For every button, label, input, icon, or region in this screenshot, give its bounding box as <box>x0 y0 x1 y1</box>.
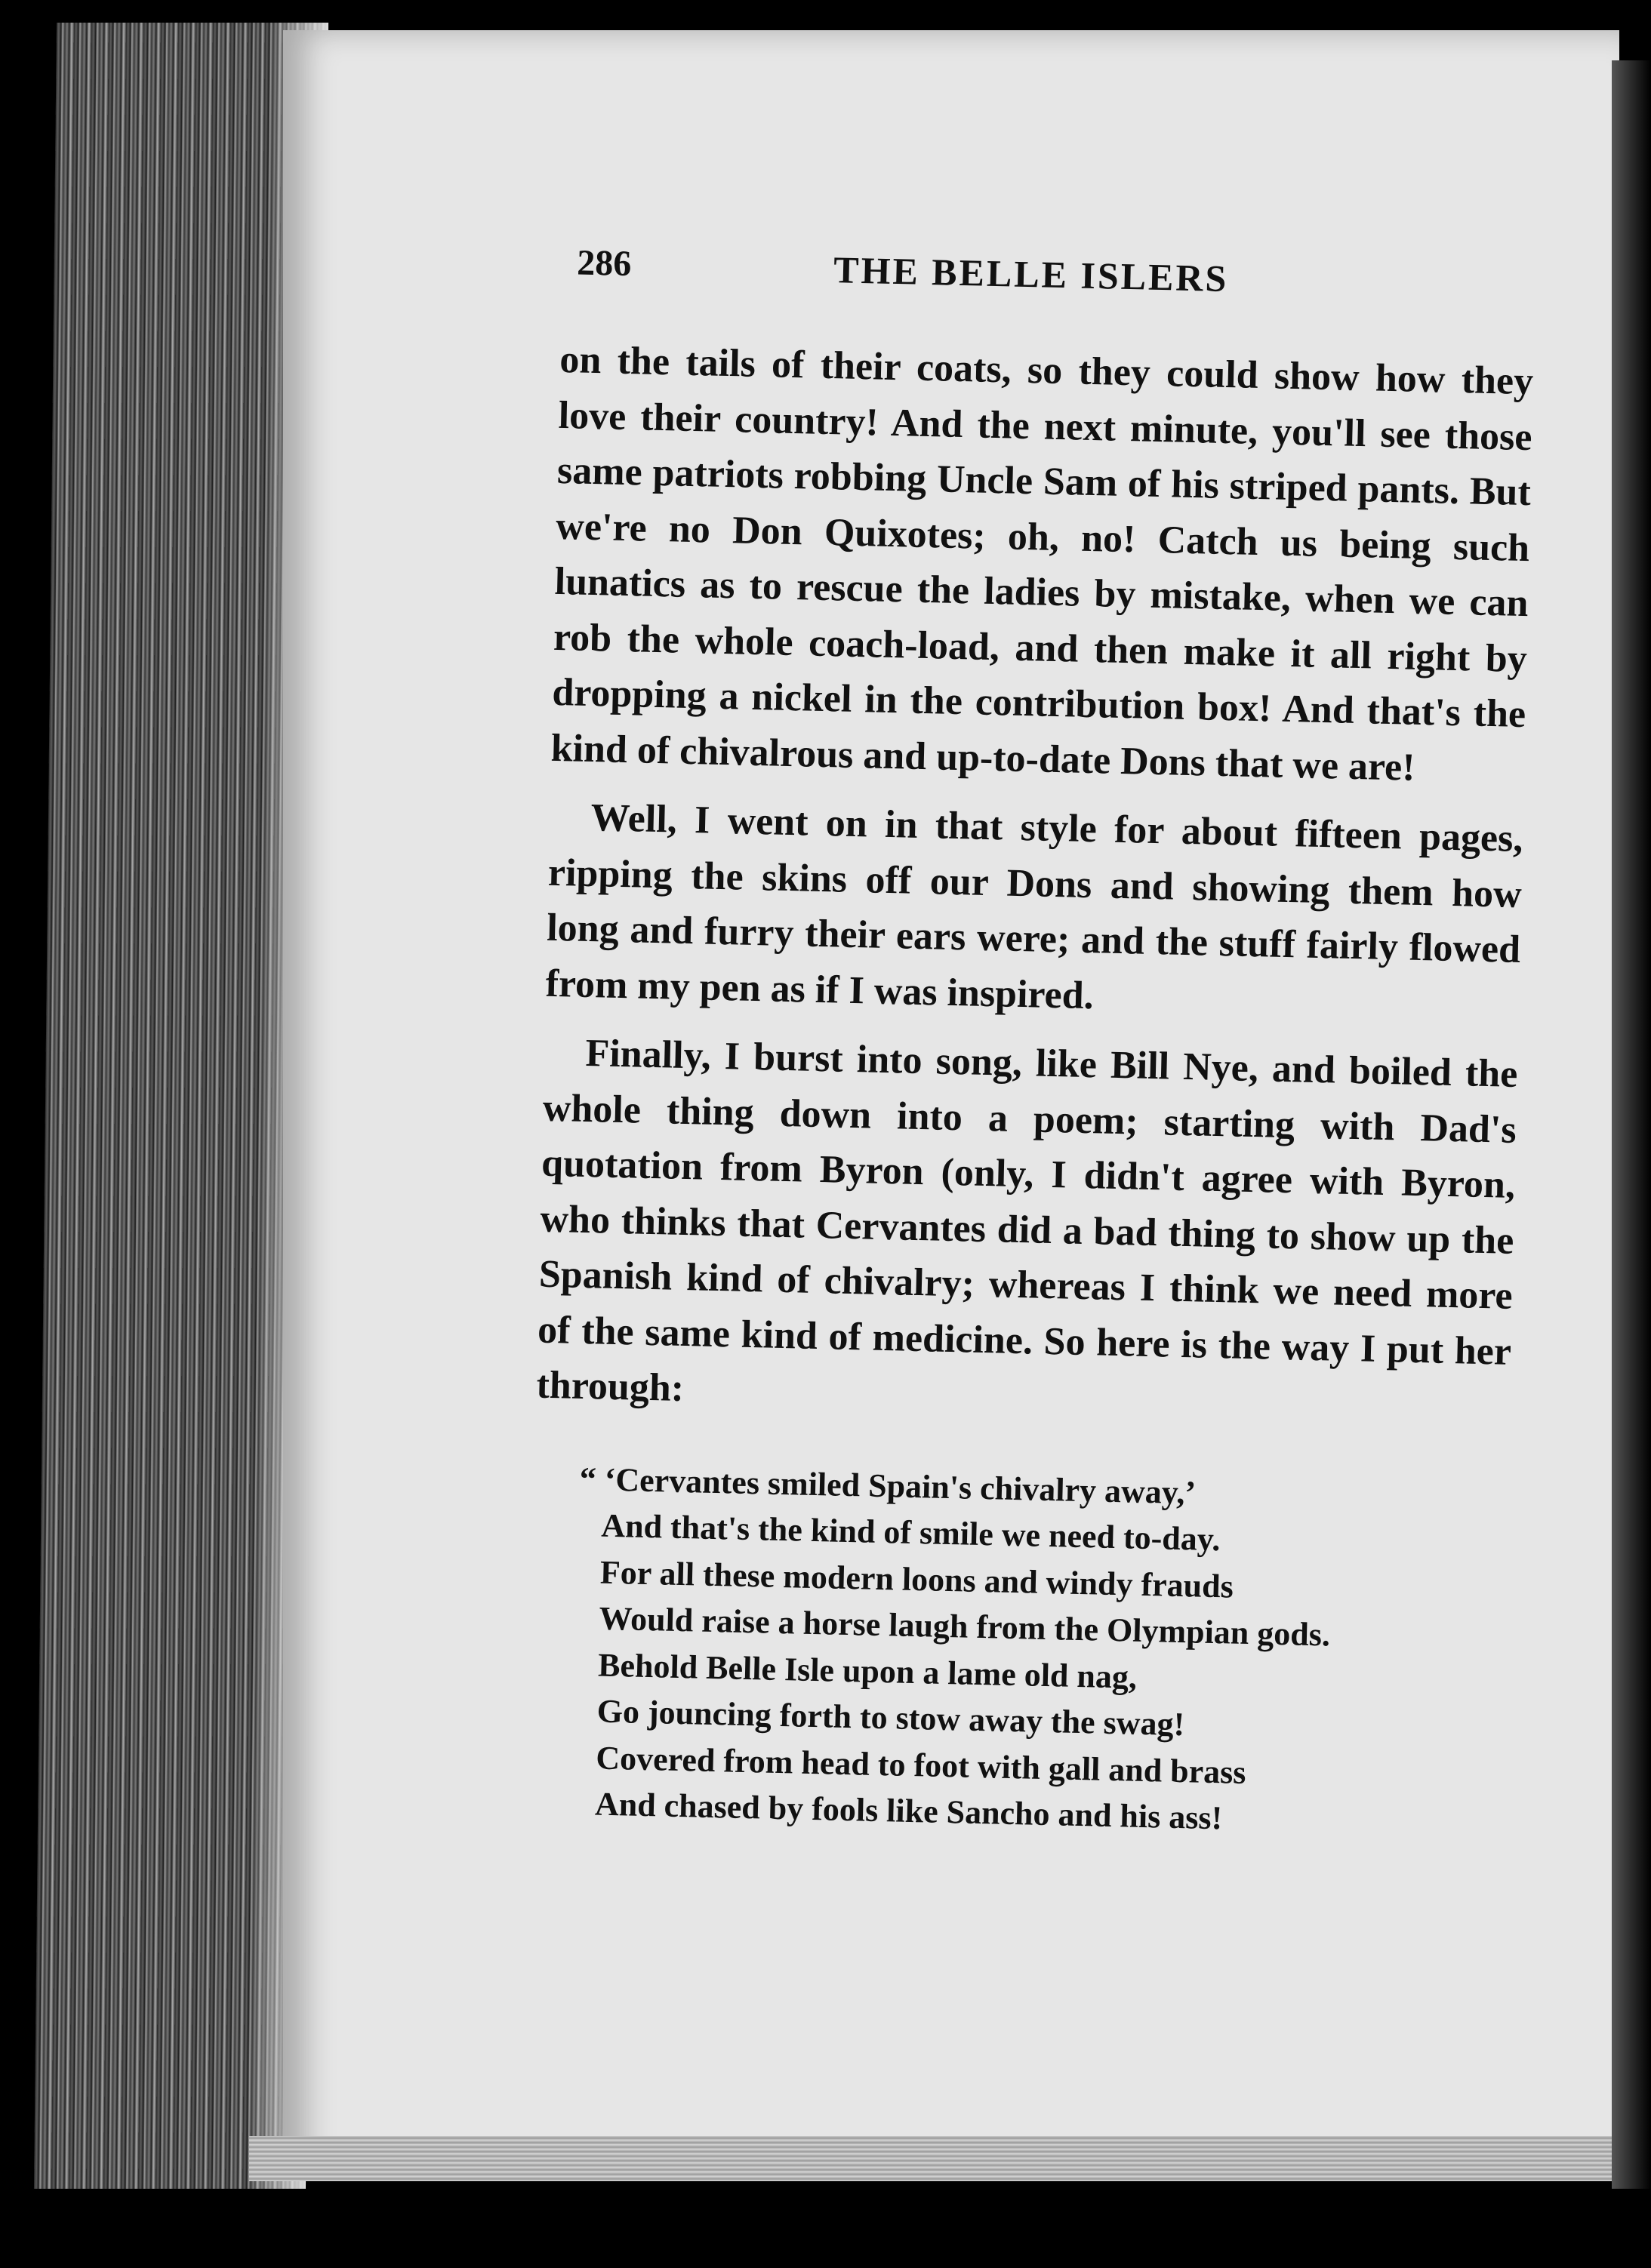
page-number: 286 <box>576 242 632 285</box>
paragraph-2: Well, I went on in that style for about fifteen pages, ripping the skins off our Dons and showing them how long and furry their ears were; and the stuff fairly flowed from my pen as if I was inspired. <box>545 796 1524 1017</box>
verse-line-3: For all these modern loons and windy frauds <box>599 1553 1234 1605</box>
right-shadow <box>1612 60 1651 2189</box>
verse-line-2: And that's the kind of smile we need to-day. <box>600 1506 1221 1559</box>
paragraph-3: Finally, I burst into song, like Bill Nye, and boiled the whole thing down into a poem; starting with Dad's quotation from Byron (only, I didn't agree with Byron, who thinks that Cervantes did a bad thing to show up the Spanish kind of chivalry; whereas I think we need more of the same kind of medicine. So here is the way I put her through: <box>535 1031 1518 1411</box>
verse-line-4: Would raise a horse laugh from the Olympian gods. <box>599 1599 1331 1654</box>
verse-line-7: Covered from head to foot with gall and brass <box>595 1739 1247 1791</box>
paragraph-1: on the tails of their coats, so they could show how they love their country! And the next minute, you'll see those same patriots robbing Uncle Sam of his striped pants. But we're no Don Quixotes; oh, no! Catch us being such lunatics as to rescue the ladies by mistake, when we can rob the whole coach-load, and then make it all right by dropping a nickel in the contribution box! And that's the kind of chivalrous and up-to-date Dons that we are! <box>550 337 1534 789</box>
verse-line-8: And chased by fools like Sancho and his ass! <box>594 1785 1223 1837</box>
verse-line-5: Behold Belle Isle upon a lame old nag, <box>597 1646 1138 1696</box>
page-text-block <box>526 242 1535 1848</box>
body-text <box>536 332 1534 1435</box>
verse-line-1: “ ‘Cervantes smiled Spain's chivalry away,’ <box>579 1460 1197 1511</box>
page-bottom-edge <box>249 2136 1619 2181</box>
verse-block <box>579 1456 1508 1848</box>
running-head: THE BELLE ISLERS <box>833 248 1229 300</box>
verse-line-6: Go jouncing forth to stow away the swag! <box>596 1692 1185 1743</box>
